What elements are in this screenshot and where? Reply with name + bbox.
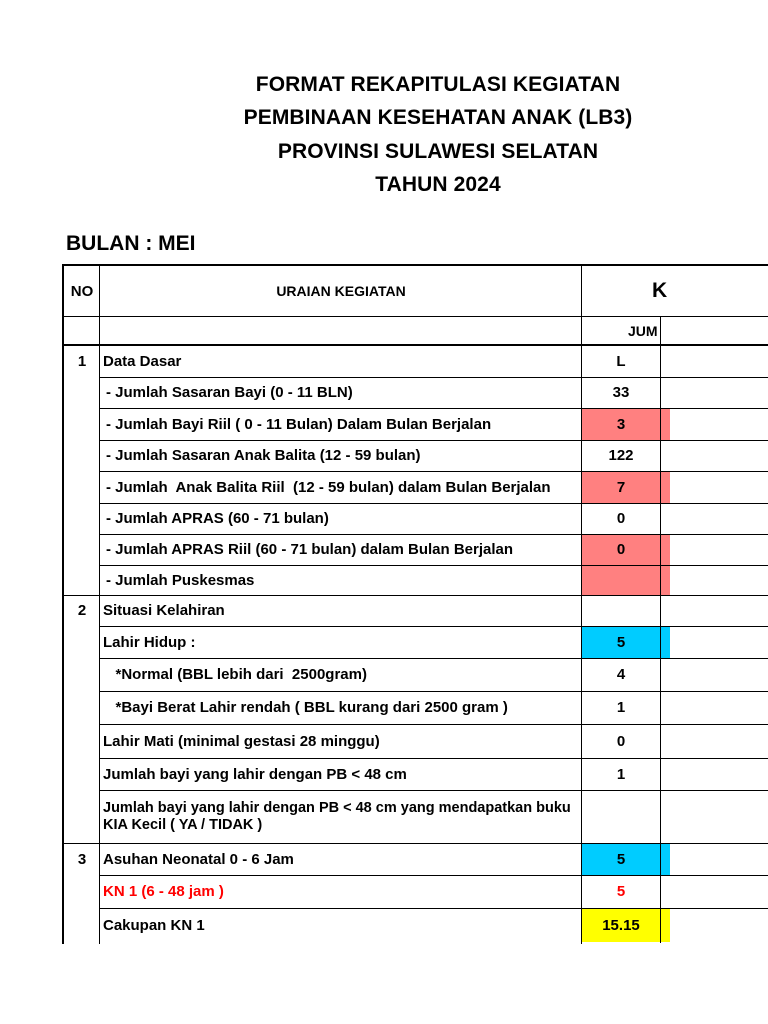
row-label: Cakupan KN 1 <box>103 916 205 934</box>
row-label: - Jumlah Bayi Riil ( 0 - 11 Bulan) Dalam Bulan Berjalan <box>106 415 492 433</box>
row-value[interactable]: 33 <box>612 384 630 401</box>
row-label: Data Dasar <box>103 352 182 370</box>
grid-line <box>99 758 768 759</box>
grid-line <box>99 626 768 627</box>
row-label: Asuhan Neonatal 0 - 6 Jam <box>103 850 294 868</box>
grid-line <box>62 264 64 944</box>
row-number <box>64 724 100 758</box>
row-number <box>64 534 100 565</box>
row-label: - Jumlah APRAS (60 - 71 bulan) <box>106 510 329 527</box>
row-number <box>64 758 100 790</box>
row-number <box>64 377 100 408</box>
row-number <box>64 408 100 440</box>
grid-line <box>62 345 768 346</box>
grid-line <box>62 264 768 266</box>
row-value[interactable]: 0 <box>616 541 626 558</box>
row-value[interactable] <box>582 595 660 626</box>
row-label: - Jumlah Sasaran Bayi (0 - 11 BLN) <box>106 384 353 401</box>
row-label: - Jumlah APRAS Riil (60 - 71 bulan) dalam Bulan Berjalan <box>106 541 514 558</box>
row-number <box>64 565 100 595</box>
row-number <box>64 440 100 471</box>
grid-line <box>99 908 768 909</box>
row-number <box>64 790 100 843</box>
header-no: NO <box>70 282 94 300</box>
row-label: Jumlah bayi yang lahir dengan PB < 48 cm <box>103 765 407 783</box>
grid-line <box>99 440 768 441</box>
row-value[interactable]: 122 <box>608 447 634 464</box>
grid-line <box>99 534 768 535</box>
grid-line <box>99 875 768 876</box>
row-value[interactable]: 5 <box>616 883 626 900</box>
row-label: - Jumlah Puskesmas <box>106 571 255 589</box>
header-uraian: URAIAN KEGIATAN <box>276 283 406 299</box>
grid-line <box>99 790 768 791</box>
row-label: Lahir Hidup : <box>103 633 196 651</box>
row-label: *Normal (BBL lebih dari 2500gram) <box>103 666 367 683</box>
title-line-1: FORMAT REKAPITULASI KEGIATAN <box>255 73 621 96</box>
grid-line <box>62 316 768 317</box>
grid-line <box>99 377 768 378</box>
row-number <box>64 691 100 724</box>
grid-line <box>99 503 768 504</box>
grid-line <box>99 471 768 472</box>
row-value[interactable]: 3 <box>616 415 626 433</box>
grid-line <box>62 843 768 844</box>
row-number <box>64 658 100 691</box>
header-partial-sub: JUM <box>628 323 658 339</box>
header-partial-top: K <box>652 279 668 302</box>
grid-line <box>660 317 661 943</box>
grid-line <box>581 264 582 944</box>
grid-line <box>99 264 100 944</box>
row-value[interactable]: 4 <box>616 666 626 683</box>
row-number <box>64 471 100 503</box>
grid-line <box>99 658 768 659</box>
row-value[interactable]: 7 <box>616 478 626 496</box>
row-label: - Jumlah Anak Balita Riil (12 - 59 bulan) dalam Bulan Berjalan <box>106 478 551 496</box>
row-number <box>64 908 100 942</box>
row-value[interactable]: 1 <box>616 765 626 783</box>
row-number: 3 <box>77 850 87 868</box>
row-label: *Bayi Berat Lahir rendah ( BBL kurang dari 2500 gram ) <box>103 699 508 716</box>
row-number: 2 <box>77 602 87 619</box>
row-label: Situasi Kelahiran <box>103 602 225 619</box>
row-number: 1 <box>77 352 87 370</box>
row-number <box>64 875 100 908</box>
row-value[interactable]: 5 <box>616 633 626 651</box>
row-value[interactable] <box>582 790 660 843</box>
row-number <box>64 503 100 534</box>
row-label: Jumlah bayi yang lahir dengan PB < 48 cm yang mendapatkan buku KIA Kecil ( YA / TIDAK ) <box>103 799 575 833</box>
row-value[interactable]: L <box>616 352 626 370</box>
grid-line <box>99 724 768 725</box>
row-value[interactable]: 1 <box>616 699 626 716</box>
grid-line <box>62 595 768 596</box>
grid-line <box>99 408 768 409</box>
grid-line <box>62 344 768 345</box>
title-line-3: PROVINSI SULAWESI SELATAN <box>277 140 599 163</box>
row-value[interactable]: 0 <box>616 510 626 527</box>
row-value[interactable]: 15.15 <box>602 916 640 934</box>
row-label: - Jumlah Sasaran Anak Balita (12 - 59 bulan) <box>106 447 421 464</box>
row-value[interactable]: 5 <box>616 850 626 868</box>
row-label: KN 1 (6 - 48 jam ) <box>103 883 224 900</box>
title-line-4: TAHUN 2024 <box>375 173 501 196</box>
grid-line <box>99 565 768 566</box>
row-label: Lahir Mati (minimal gestasi 28 minggu) <box>103 732 380 750</box>
row-value[interactable]: 0 <box>616 732 626 750</box>
title-line-2: PEMBINAAN KESEHATAN ANAK (LB3) <box>243 106 633 129</box>
row-number <box>64 626 100 658</box>
row-value[interactable] <box>582 565 660 595</box>
grid-line <box>99 691 768 692</box>
bulan-label: BULAN : MEI <box>66 232 196 255</box>
